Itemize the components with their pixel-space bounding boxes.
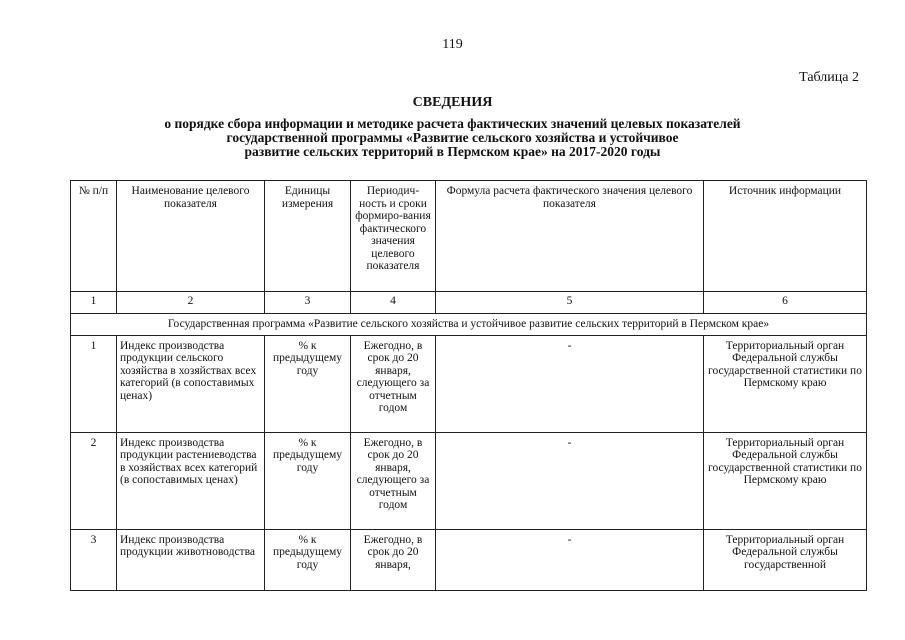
header-cell-formula: Формула расчета фактического значения целевого показателя <box>436 181 704 292</box>
column-number: 1 <box>71 292 117 314</box>
column-number: 5 <box>436 292 704 314</box>
header-cell-name: Наименование целевого показателя <box>117 181 265 292</box>
table-row <box>71 432 867 529</box>
document-title: СВЕДЕНИЯ <box>412 95 493 110</box>
column-number: 6 <box>704 292 867 314</box>
table-row <box>71 529 867 590</box>
indicator-period: Ежегодно, в срок до 20 января, <box>351 529 436 590</box>
column-number: 3 <box>265 292 351 314</box>
subtitle-line: развитие сельских территорий в Пермском крае» на 2017-2020 годы <box>244 144 661 159</box>
indicator-period: Ежегодно, в срок до 20 января, следующего за отчетным годом <box>351 335 436 432</box>
indicator-unit: % к предыдущему году <box>265 529 351 590</box>
row-number: 3 <box>71 529 117 590</box>
indicator-formula: - <box>436 432 704 529</box>
program-title-cell: Государственная программа «Развитие сельского хозяйства и устойчивое развитие сельских территорий в Пермском крае» <box>71 314 867 336</box>
table-row <box>71 335 867 432</box>
indicator-formula: - <box>436 529 704 590</box>
column-number: 4 <box>351 292 436 314</box>
header-cell-source: Источник информации <box>704 181 867 292</box>
column-number: 2 <box>117 292 265 314</box>
program-row <box>71 314 867 336</box>
table-label: Таблица 2 <box>799 70 859 85</box>
indicator-unit: % к предыдущему году <box>265 432 351 529</box>
header-cell-number: № п/п <box>71 181 117 292</box>
indicator-source: Территориальный орган Федеральной службы государственной статистики по Пермскому краю <box>704 432 867 529</box>
header-cell-unit: Единицы измерения <box>265 181 351 292</box>
indicator-name: Индекс производства продукции растениеводства в хозяйствах всех категорий (в сопоставимых ценах) <box>117 432 265 529</box>
page-number: 119 <box>442 37 463 52</box>
subtitle-line: о порядке сбора информации и методике расчета фактических значений целевых показателей <box>164 116 741 131</box>
header-cell-period: Периодич-ность и сроки формиро-вания фактического значения целевого показателя <box>351 181 436 292</box>
indicator-unit: % к предыдущему году <box>265 335 351 432</box>
indicator-source: Территориальный орган Федеральной службы государственной статистики по Пермскому краю <box>704 335 867 432</box>
indicator-name: Индекс производства продукции животноводства <box>117 529 265 590</box>
indicator-formula: - <box>436 335 704 432</box>
subtitle-line: государственной программы «Развитие сельского хозяйства и устойчивое <box>226 130 679 145</box>
indicator-name: Индекс производства продукции сельского хозяйства в хозяйствах всех категорий (в сопоставимых ценах) <box>117 335 265 432</box>
document-subtitle <box>120 117 785 159</box>
indicators-table <box>70 180 867 591</box>
row-number: 1 <box>71 335 117 432</box>
indicator-source: Территориальный орган Федеральной службы государственной <box>704 529 867 590</box>
column-number-row <box>71 292 867 314</box>
indicator-period: Ежегодно, в срок до 20 января, следующего за отчетным годом <box>351 432 436 529</box>
table-header-row <box>71 181 867 292</box>
row-number: 2 <box>71 432 117 529</box>
